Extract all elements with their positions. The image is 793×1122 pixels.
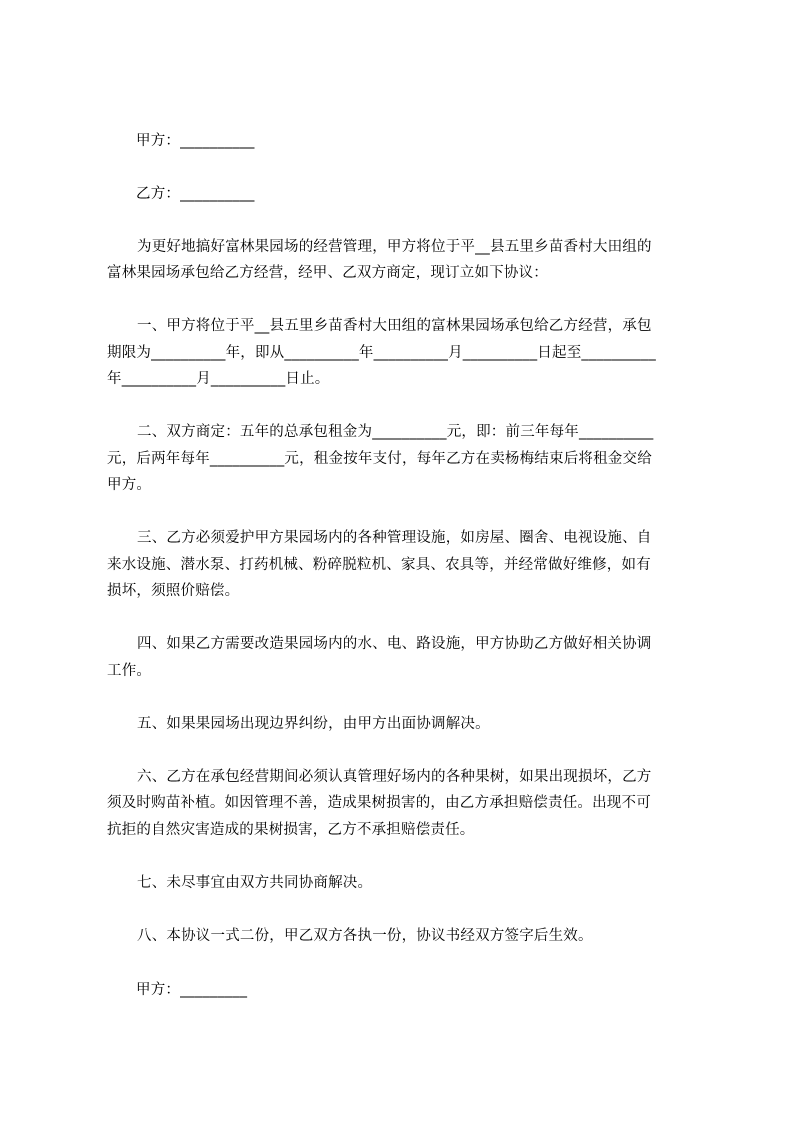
clause-3-line-2: 来水设施、潜水泵、打药机械、粉碎脱粒机、家具、农具等，并经常做好维修，如有 <box>107 557 651 573</box>
clause-1-line-3: 年__________月__________日止。 <box>107 371 330 387</box>
clause-4-line-1: 四、如果乙方需要改造果园场内的水、电、路设施，甲方协助乙方做好相关协调 <box>137 636 652 652</box>
clause-2-line-3: 甲方。 <box>107 477 152 493</box>
party-b-line: 乙方：__________ <box>136 186 255 202</box>
clause-6-line-1: 六、乙方在承包经营期间必须认真管理好场内的各种果树，如果出现损坏，乙方 <box>137 769 652 785</box>
clause-3-line-3: 损坏，须照价赔偿。 <box>107 583 240 599</box>
clause-8-line-1: 八、本协议一式二份，甲乙双方各执一份，协议书经双方签字后生效。 <box>137 928 593 944</box>
party-a-line: 甲方：__________ <box>136 133 255 149</box>
clause-1-line-2: 期限为__________年，即从__________年__________月__________日起至__________ <box>107 345 656 361</box>
clause-2-line-2: 元，后两年每年__________元，租金按年支付，每年乙方在卖杨梅结束后将租金交给 <box>107 451 652 467</box>
clause-6-line-2: 须及时购苗补植。如因管理不善，造成果树损害的，由乙方承担赔偿责任。出现不可 <box>107 795 651 811</box>
intro-line-1: 为更好地搞好富林果园场的经营管理，甲方将位于平__县五里乡苗香村大田组的 <box>137 239 652 255</box>
clause-2-line-1: 二、双方商定：五年的总承包租金为__________元，即：前三年每年__________ <box>137 424 654 440</box>
signature-line: 甲方：_________ <box>136 982 248 998</box>
intro-line-2: 富林果园场承包给乙方经营，经甲、乙双方商定，现订立如下协议： <box>107 265 548 281</box>
clause-6-line-3: 抗拒的自然灾害造成的果树损害，乙方不承担赔偿责任。 <box>107 822 475 838</box>
clause-1-line-1: 一、甲方将位于平__县五里乡苗香村大田组的富林果园场承包给乙方经营，承包 <box>137 318 652 334</box>
clause-7-line-1: 七、未尽事宜由双方共同协商解决。 <box>137 875 373 891</box>
clause-3-line-1: 三、乙方必须爱护甲方果园场内的各种管理设施，如房屋、圈舍、电视设施、自 <box>137 530 652 546</box>
clause-5-line-1: 五、如果果园场出现边界纠纷，由甲方出面协调解决。 <box>137 716 490 732</box>
clause-4-line-2: 工作。 <box>107 663 152 679</box>
